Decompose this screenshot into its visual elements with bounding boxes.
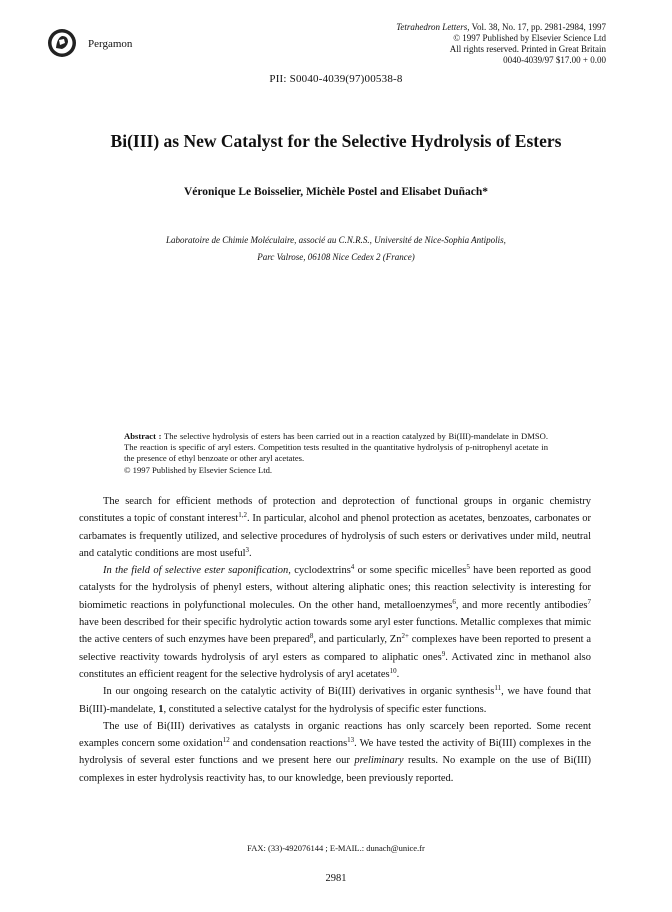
paper-title: Bi(III) as New Catalyst for the Selective Hydrolysis of Esters xyxy=(110,131,562,151)
text-run: The use of Bi(III) derivatives as catalysts in organic reactions has only scarcely been reported. Some recent examples concern some oxidation xyxy=(79,720,591,750)
text-run: or some specific micelles xyxy=(354,565,467,577)
text-run: results. No example on the use of Bi(III) complexes in ester hydrolysis reactivity has, to our knowledge, been previously reported. xyxy=(79,755,591,784)
text-run: and condensation reactions xyxy=(229,738,348,750)
text-run: , we have found that Bi(III)-mandelate, xyxy=(79,686,591,715)
text-run-italic: preliminary xyxy=(349,755,404,767)
author-list: Véronique Le Boisselier, Michèle Postel and Elisabet Duñach* xyxy=(183,186,489,198)
citation-ref: 8 xyxy=(309,632,314,641)
journal-reference xyxy=(346,22,606,33)
pergamon-logo xyxy=(47,28,77,58)
text-run: have been reported as good catalysts for the hydrolysis of phenyl esters, without altering aliphatic ones; this reaction selectivity is interesting for biomimetic reactions in polyfunctional molecules. On the other hand, metalloenzymes xyxy=(79,565,592,611)
journal-name: Tetrahedron Letters, xyxy=(396,22,470,32)
abstract xyxy=(124,431,548,476)
text-run: . We have tested the activity of Bi(III) complexes in the hydrolysis of several ester functions and we present here our xyxy=(79,738,591,767)
text-run: , constituted a selective catalyst for the hydrolysis of specific ester functions. xyxy=(163,703,487,715)
citation-ref: 10 xyxy=(389,666,397,675)
citation-ref: 7 xyxy=(587,597,591,606)
citation-ref: 3 xyxy=(245,545,249,554)
journal-rights: All rights reserved. Printed in Great Britain xyxy=(449,44,606,54)
pii-identifier: PII: S0040-4039(97)00538-8 xyxy=(269,73,403,85)
paragraph-2 xyxy=(79,562,591,683)
text-run: have been described for their specific hydrolytic action towards some aryl ester functions. Metallic complexes that mimic the active centers of such enzymes have been prepared xyxy=(79,617,591,646)
journal-price: 0040-4039/97 $17.00 + 0.00 xyxy=(503,55,606,65)
compound-number: 1 xyxy=(155,703,164,715)
text-run: . xyxy=(249,547,252,559)
affiliation-line-2: Parc Valrose, 06108 Nice Cedex 2 (France) xyxy=(257,252,415,262)
ion-charge: 2+ xyxy=(401,632,409,641)
contact-footnote: FAX: (33)-492076144 ; E-MAIL.: dunach@unice.fr xyxy=(247,843,425,853)
text-run: , and particularly, Zn xyxy=(313,634,402,646)
text-run: cyclodextrins xyxy=(290,565,351,577)
body-text xyxy=(79,493,591,787)
text-run: . xyxy=(396,668,400,680)
text-run: . Activated zinc in methanol also constitutes an efficient reagent for the selective hydrolysis of aryl acetates xyxy=(79,651,591,680)
page-number: 2981 xyxy=(325,873,347,884)
citation-ref: 5 xyxy=(466,563,470,572)
citation-ref: 9 xyxy=(441,649,446,658)
abstract-copyright: © 1997 Published by Elsevier Science Ltd. xyxy=(124,464,273,475)
text-run: , and more recently antibodies xyxy=(455,599,588,611)
publisher-name: Pergamon xyxy=(88,38,133,50)
paragraph-3 xyxy=(79,683,591,718)
citation-ref: 4 xyxy=(350,563,355,572)
paragraph-1 xyxy=(79,493,591,562)
affiliation xyxy=(0,232,672,266)
text-run: In our ongoing research on the catalytic activity of Bi(III) derivatives in organic synthesis xyxy=(103,686,495,698)
affiliation-line-1: Laboratoire de Chimie Moléculaire, associé au C.N.R.S., Université de Nice-Sophia Antipolis, xyxy=(166,235,506,245)
journal-citation-block xyxy=(346,22,606,66)
abstract-text: The selective hydrolysis of esters has been carried out in a reaction catalyzed by Bi(III)-mandelate in DMSO. The reaction is specific of aryl esters. Competition tests resulted in the quantitative hydrolysis of p-nitrophenyl acetate in the presence of ethyl benzoate or other aryl acetates. xyxy=(124,431,548,464)
text-run: complexes have been reported to present a selective reactivity towards hydrolysis of aryl esters as compared to aliphatic ones xyxy=(79,634,591,663)
text-run: The search for efficient methods of protection and deprotection of functional groups in organic chemistry constitutes a topic of constant interest xyxy=(79,496,591,525)
citation-ref: 12 xyxy=(222,736,230,745)
journal-volume-pages: Vol. 38, No. 17, pp. 2981-2984, 1997 xyxy=(469,22,606,32)
journal-copyright: © 1997 Published by Elsevier Science Ltd xyxy=(453,33,606,43)
paragraph-4 xyxy=(79,718,591,787)
citation-ref: 13 xyxy=(347,736,355,745)
citation-ref: 11 xyxy=(494,684,502,693)
text-run: . In particular, alcohol and phenol protection as acetates, benzoates, carbonates or carbamates is frequently utilized, and selective procedures of hydrolysis of such esters or derivatives under mild, neutral and catalytic conditions are most useful xyxy=(79,513,591,559)
text-run-italic: In the field of selective ester saponification, xyxy=(103,565,291,577)
citation-ref: 6 xyxy=(452,597,456,606)
citation-ref: 1,2 xyxy=(238,511,247,520)
abstract-label: Abstract : xyxy=(124,431,162,441)
